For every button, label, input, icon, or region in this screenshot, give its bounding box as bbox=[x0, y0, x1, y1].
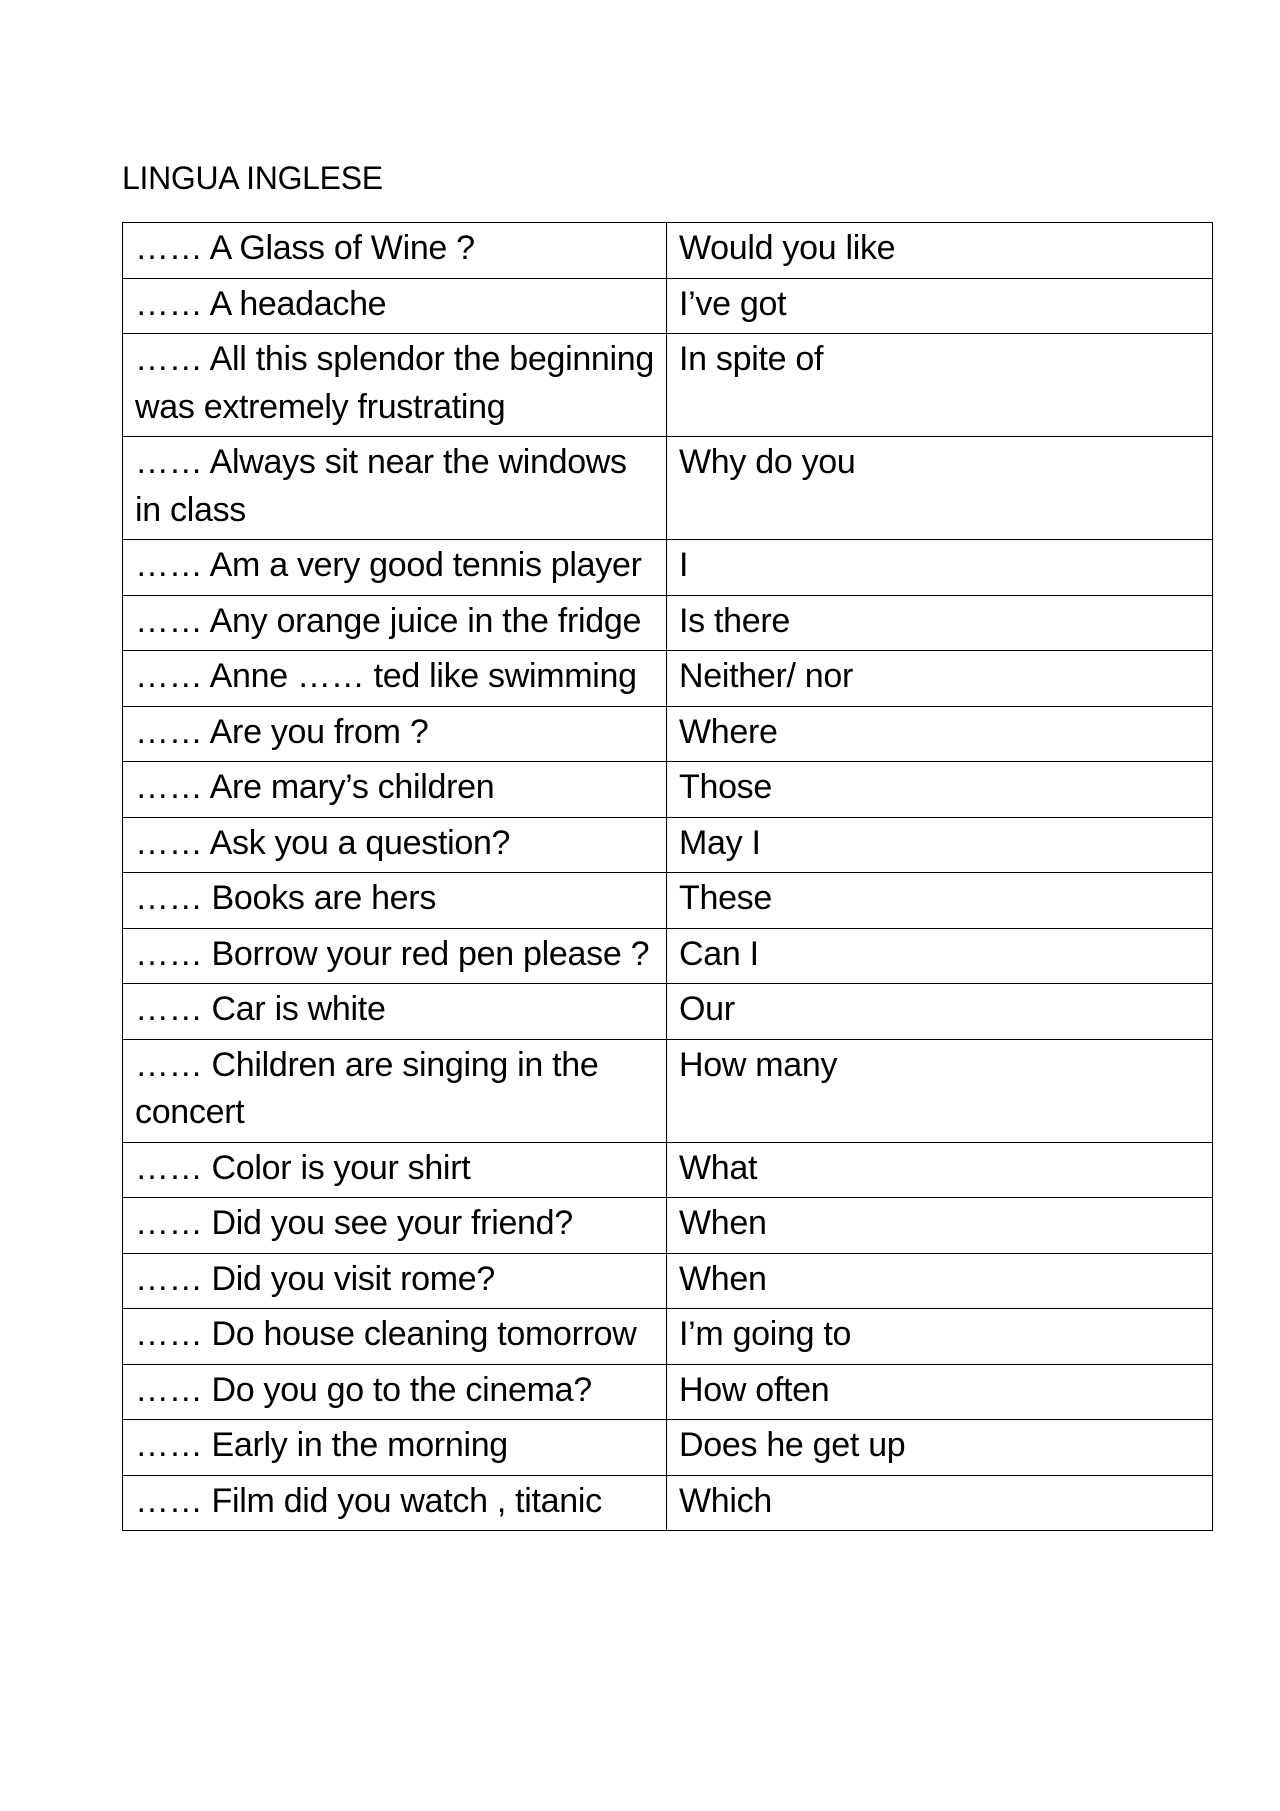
prompt-cell: …… Did you see your friend? bbox=[123, 1198, 667, 1254]
answer-cell: In spite of bbox=[667, 334, 1213, 437]
answer-cell: Neither/ nor bbox=[667, 651, 1213, 707]
prompt-cell: …… Film did you watch , titanic bbox=[123, 1475, 667, 1531]
answer-cell: Would you like bbox=[667, 223, 1213, 279]
table-row bbox=[123, 595, 1213, 651]
prompt-cell: …… All this splendor the beginning was extremely frustrating bbox=[123, 334, 667, 437]
answer-cell: These bbox=[667, 873, 1213, 929]
prompt-cell: …… Color is your shirt bbox=[123, 1142, 667, 1198]
table-row bbox=[123, 928, 1213, 984]
table-row bbox=[123, 1142, 1213, 1198]
table-row bbox=[123, 1198, 1213, 1254]
table-row bbox=[123, 1364, 1213, 1420]
answer-cell: Which bbox=[667, 1475, 1213, 1531]
answer-cell: When bbox=[667, 1253, 1213, 1309]
table-row bbox=[123, 1420, 1213, 1476]
prompt-cell: …… Ask you a question? bbox=[123, 817, 667, 873]
prompt-cell: …… A headache bbox=[123, 278, 667, 334]
answer-cell: I’m going to bbox=[667, 1309, 1213, 1365]
table-row bbox=[123, 706, 1213, 762]
prompt-cell: …… Do you go to the cinema? bbox=[123, 1364, 667, 1420]
table-row bbox=[123, 984, 1213, 1040]
prompt-cell: …… Anne …… ted like swimming bbox=[123, 651, 667, 707]
table-row bbox=[123, 334, 1213, 437]
prompt-cell: …… Did you visit rome? bbox=[123, 1253, 667, 1309]
prompt-cell: …… Books are hers bbox=[123, 873, 667, 929]
answer-cell: How many bbox=[667, 1039, 1213, 1142]
prompt-cell: …… Car is white bbox=[123, 984, 667, 1040]
answer-cell: Our bbox=[667, 984, 1213, 1040]
table-row bbox=[123, 278, 1213, 334]
answer-cell: When bbox=[667, 1198, 1213, 1254]
answer-cell: I bbox=[667, 540, 1213, 596]
prompt-cell: …… Always sit near the windows in class bbox=[123, 437, 667, 540]
table-row bbox=[123, 540, 1213, 596]
table-row bbox=[123, 817, 1213, 873]
table-row bbox=[123, 651, 1213, 707]
prompt-cell: …… Are you from ? bbox=[123, 706, 667, 762]
prompt-cell: …… Do house cleaning tomorrow bbox=[123, 1309, 667, 1365]
answer-cell: Those bbox=[667, 762, 1213, 818]
exercise-table bbox=[122, 222, 1213, 1531]
table-row bbox=[123, 1039, 1213, 1142]
table-row bbox=[123, 1253, 1213, 1309]
table-row bbox=[123, 1309, 1213, 1365]
answer-cell: What bbox=[667, 1142, 1213, 1198]
prompt-cell: …… Early in the morning bbox=[123, 1420, 667, 1476]
answer-cell: How often bbox=[667, 1364, 1213, 1420]
page-title: LINGUA INGLESE bbox=[122, 160, 383, 196]
answer-cell: Can I bbox=[667, 928, 1213, 984]
prompt-cell: …… Borrow your red pen please ? bbox=[123, 928, 667, 984]
prompt-cell: …… Children are singing in the concert bbox=[123, 1039, 667, 1142]
table-row bbox=[123, 223, 1213, 279]
answer-cell: Is there bbox=[667, 595, 1213, 651]
table-row bbox=[123, 437, 1213, 540]
answer-cell: Why do you bbox=[667, 437, 1213, 540]
exercise-table-body bbox=[123, 223, 1213, 1531]
prompt-cell: …… Are mary’s children bbox=[123, 762, 667, 818]
answer-cell: I’ve got bbox=[667, 278, 1213, 334]
table-row bbox=[123, 873, 1213, 929]
table-row bbox=[123, 1475, 1213, 1531]
answer-cell: Where bbox=[667, 706, 1213, 762]
answer-cell: May I bbox=[667, 817, 1213, 873]
prompt-cell: …… Any orange juice in the fridge bbox=[123, 595, 667, 651]
answer-cell: Does he get up bbox=[667, 1420, 1213, 1476]
table-row bbox=[123, 762, 1213, 818]
prompt-cell: …… A Glass of Wine ? bbox=[123, 223, 667, 279]
prompt-cell: …… Am a very good tennis player bbox=[123, 540, 667, 596]
